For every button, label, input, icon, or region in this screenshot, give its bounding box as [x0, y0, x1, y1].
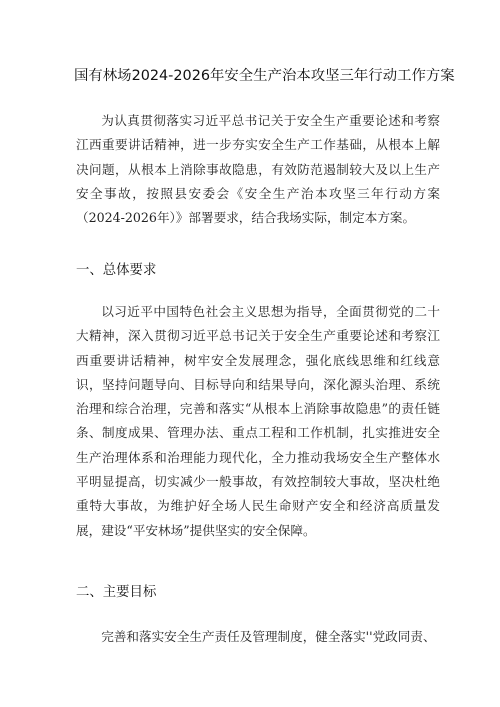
section-heading-overall-requirements: 一、总体要求	[76, 263, 157, 278]
document-title: 国有林场2024-2026年安全生产治本攻坚三年行动工作方案	[74, 68, 455, 84]
section-paragraph-main-goals: 完善和落实安全生产责任及管理制度，健全落实''党政同责、	[101, 629, 436, 644]
section-paragraph-overall-requirements: 以习近平中国特色社会主义思想为指导，全面贯彻党的二十大精神，深入贯彻习近平总书记关于安全生产重要论述和考察江西重要讲话精神，树牢安全发展理念，强化底线思维和红线意识，坚持问题导向、目标导向和结果导向，深化源头治理、系统治理和综合治理，完善和落实“从根本上消除事故隐患”的责任链条、制度成果、管理办法、重点工程和工作机制，扎实推进安全生产治理体系和治理能力现代化，全力推动我场安全生产整体水平明显提高，切实减少一般事故，有效控制较大事故，坚决杜绝重特大事故，为维护好全场人民生命财产安全和经济高质量发展，建设“平安林场”提供坚实的安全保障。	[76, 304, 440, 538]
intro-paragraph: 为认真贯彻落实习近平总书记关于安全生产重要论述和考察江西重要讲话精神，进一步夯实安全生产工作基础，从根本上解决问题，从根本上消除事故隐患，有效防范遏制较大及以上生产安全事故，按照县安委会《安全生产治本攻坚三年行动方案（2024-2026年）》部署要求，结合我场实际，制定本方案。	[76, 113, 440, 226]
section-heading-main-goals: 二、主要目标	[76, 585, 157, 600]
